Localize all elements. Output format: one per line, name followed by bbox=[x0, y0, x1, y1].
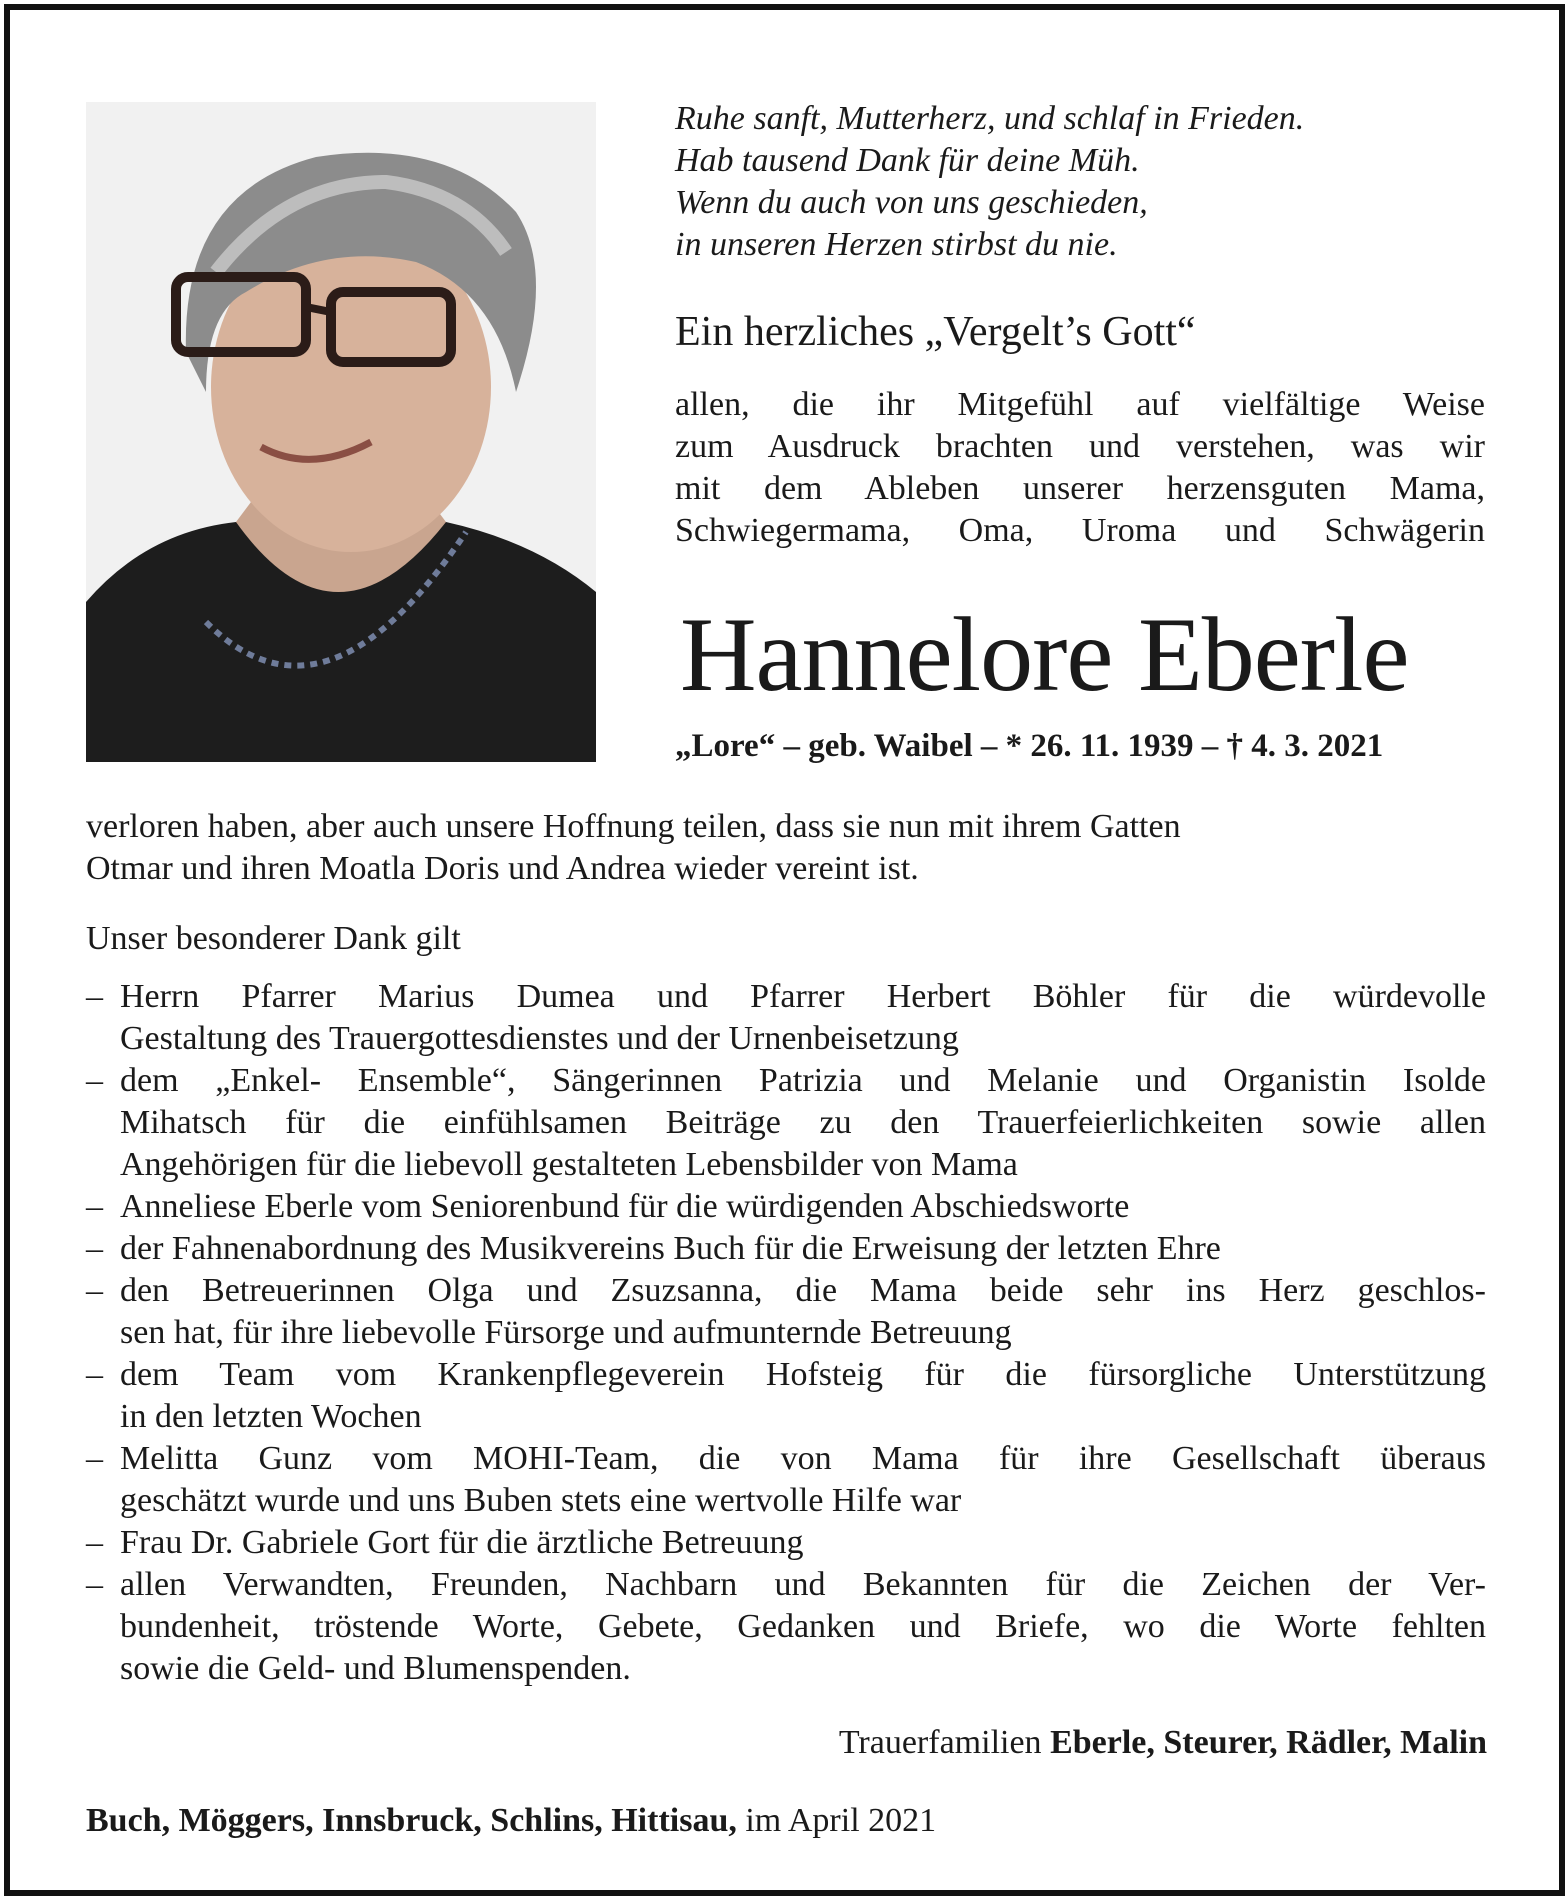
list-item bbox=[86, 1186, 1486, 1228]
continuation-paragraph bbox=[86, 806, 1486, 890]
list-item-line: Frau Dr. Gabriele Gort für die ärztliche Betreuung bbox=[120, 1524, 804, 1561]
date-text: im April 2021 bbox=[745, 1802, 937, 1839]
continuation-line: Otmar und ihren Moatla Doris und Andrea wieder vereint ist. bbox=[86, 850, 919, 887]
list-dash: – bbox=[86, 1356, 103, 1393]
list-item-line: sowie die Geld- und Blumenspenden. bbox=[120, 1650, 631, 1687]
thanks-heading: Ein herzliches „Vergelt’s Gott“ bbox=[675, 309, 1196, 355]
list-item-line: geschätzt wurde und uns Buben stets eine wertvolle Hilfe war bbox=[120, 1482, 962, 1519]
intro-line: allen, die ihr Mitgefühl auf vielfältige Weise bbox=[675, 386, 1485, 423]
families-names: Eberle, Steurer, Rädler, Malin bbox=[1050, 1724, 1487, 1761]
memorial-poem bbox=[675, 98, 1495, 266]
birth-death-dates: „Lore“ – geb. Waibel – * 26. 11. 1939 – † 4. 3. 2021 bbox=[675, 728, 1384, 764]
list-item-line: Angehörigen für die liebevoll gestalteten Lebensbilder von Mama bbox=[120, 1146, 1018, 1183]
list-item-line: Mihatsch für die einfühlsamen Beiträge zu den Trauerfeierlichkeiten sowie allen bbox=[120, 1104, 1486, 1141]
poem-line: Ruhe sanft, Mutterherz, und schlaf in Frieden. bbox=[675, 100, 1305, 137]
intro-line: mit dem Ableben unserer herzensguten Mama, bbox=[675, 470, 1485, 507]
list-dash: – bbox=[86, 1230, 103, 1267]
list-item-line: der Fahnenabordnung des Musikvereins Buch für die Erweisung der letzten Ehre bbox=[120, 1230, 1221, 1267]
list-item-line: bundenheit, tröstende Worte, Gebete, Gedanken und Briefe, wo die Worte fehlten bbox=[120, 1608, 1486, 1645]
families-prefix: Trauerfamilien bbox=[838, 1724, 1042, 1761]
list-dash: – bbox=[86, 978, 103, 1015]
list-item bbox=[86, 1270, 1486, 1354]
list-item bbox=[86, 1522, 1486, 1564]
list-dash: – bbox=[86, 1188, 103, 1225]
poem-line: Wenn du auch von uns geschieden, bbox=[675, 184, 1148, 221]
list-item-line: Melitta Gunz vom MOHI-Team, die von Mama für ihre Gesellschaft überaus bbox=[120, 1440, 1486, 1477]
intro-line: zum Ausdruck brachten und verstehen, was wir bbox=[675, 428, 1485, 465]
list-item bbox=[86, 976, 1486, 1060]
poem-line: Hab tausend Dank für deine Müh. bbox=[675, 142, 1140, 179]
list-item-line: sen hat, für ihre liebevolle Fürsorge und aufmunternde Betreuung bbox=[120, 1314, 1012, 1351]
list-item-line: Herrn Pfarrer Marius Dumea und Pfarrer Herbert Böhler für die würdevolle bbox=[120, 978, 1486, 1015]
special-thanks-label: Unser besonderer Dank gilt bbox=[86, 920, 461, 957]
poem-line: in unseren Herzen stirbst du nie. bbox=[675, 226, 1118, 263]
portrait-photo bbox=[86, 102, 596, 762]
deceased-name: Hannelore Eberle bbox=[680, 596, 1409, 713]
list-item-line: allen Verwandten, Freunden, Nachbarn und Bekannten für die Zeichen der Ver- bbox=[120, 1566, 1486, 1603]
thanks-list bbox=[86, 976, 1486, 1690]
list-item bbox=[86, 1228, 1486, 1270]
list-item-line: dem „Enkel- Ensemble“, Sängerinnen Patrizia und Melanie und Organistin Isolde bbox=[120, 1062, 1486, 1099]
intro-paragraph bbox=[675, 384, 1485, 552]
list-item-line: in den letzten Wochen bbox=[120, 1398, 422, 1435]
places-list: Buch, Möggers, Innsbruck, Schlins, Hittisau, bbox=[86, 1802, 737, 1839]
list-dash: – bbox=[86, 1272, 103, 1309]
mourning-families bbox=[839, 1724, 1487, 1762]
list-item bbox=[86, 1438, 1486, 1522]
list-item bbox=[86, 1060, 1486, 1186]
portrait-image bbox=[86, 102, 596, 762]
continuation-line: verloren haben, aber auch unsere Hoffnung teilen, dass sie nun mit ihrem Gatten bbox=[86, 808, 1181, 845]
list-item bbox=[86, 1564, 1486, 1690]
list-dash: – bbox=[86, 1566, 103, 1603]
list-item-line: Anneliese Eberle vom Seniorenbund für die würdigenden Abschiedsworte bbox=[120, 1188, 1130, 1225]
list-dash: – bbox=[86, 1440, 103, 1477]
list-dash: – bbox=[86, 1062, 103, 1099]
intro-line: Schwiegermama, Oma, Uroma und Schwägerin bbox=[675, 512, 1485, 549]
list-item-line: Gestaltung des Trauergottesdienstes und der Urnenbeisetzung bbox=[120, 1020, 959, 1057]
list-item-line: dem Team vom Krankenpflegeverein Hofsteig für die fürsorgliche Unterstützung bbox=[120, 1356, 1486, 1393]
list-item-line: den Betreuerinnen Olga und Zsuzsanna, die Mama beide sehr ins Herz geschlos- bbox=[120, 1272, 1486, 1309]
places-and-date bbox=[86, 1802, 936, 1840]
list-dash: – bbox=[86, 1524, 103, 1561]
list-item bbox=[86, 1354, 1486, 1438]
